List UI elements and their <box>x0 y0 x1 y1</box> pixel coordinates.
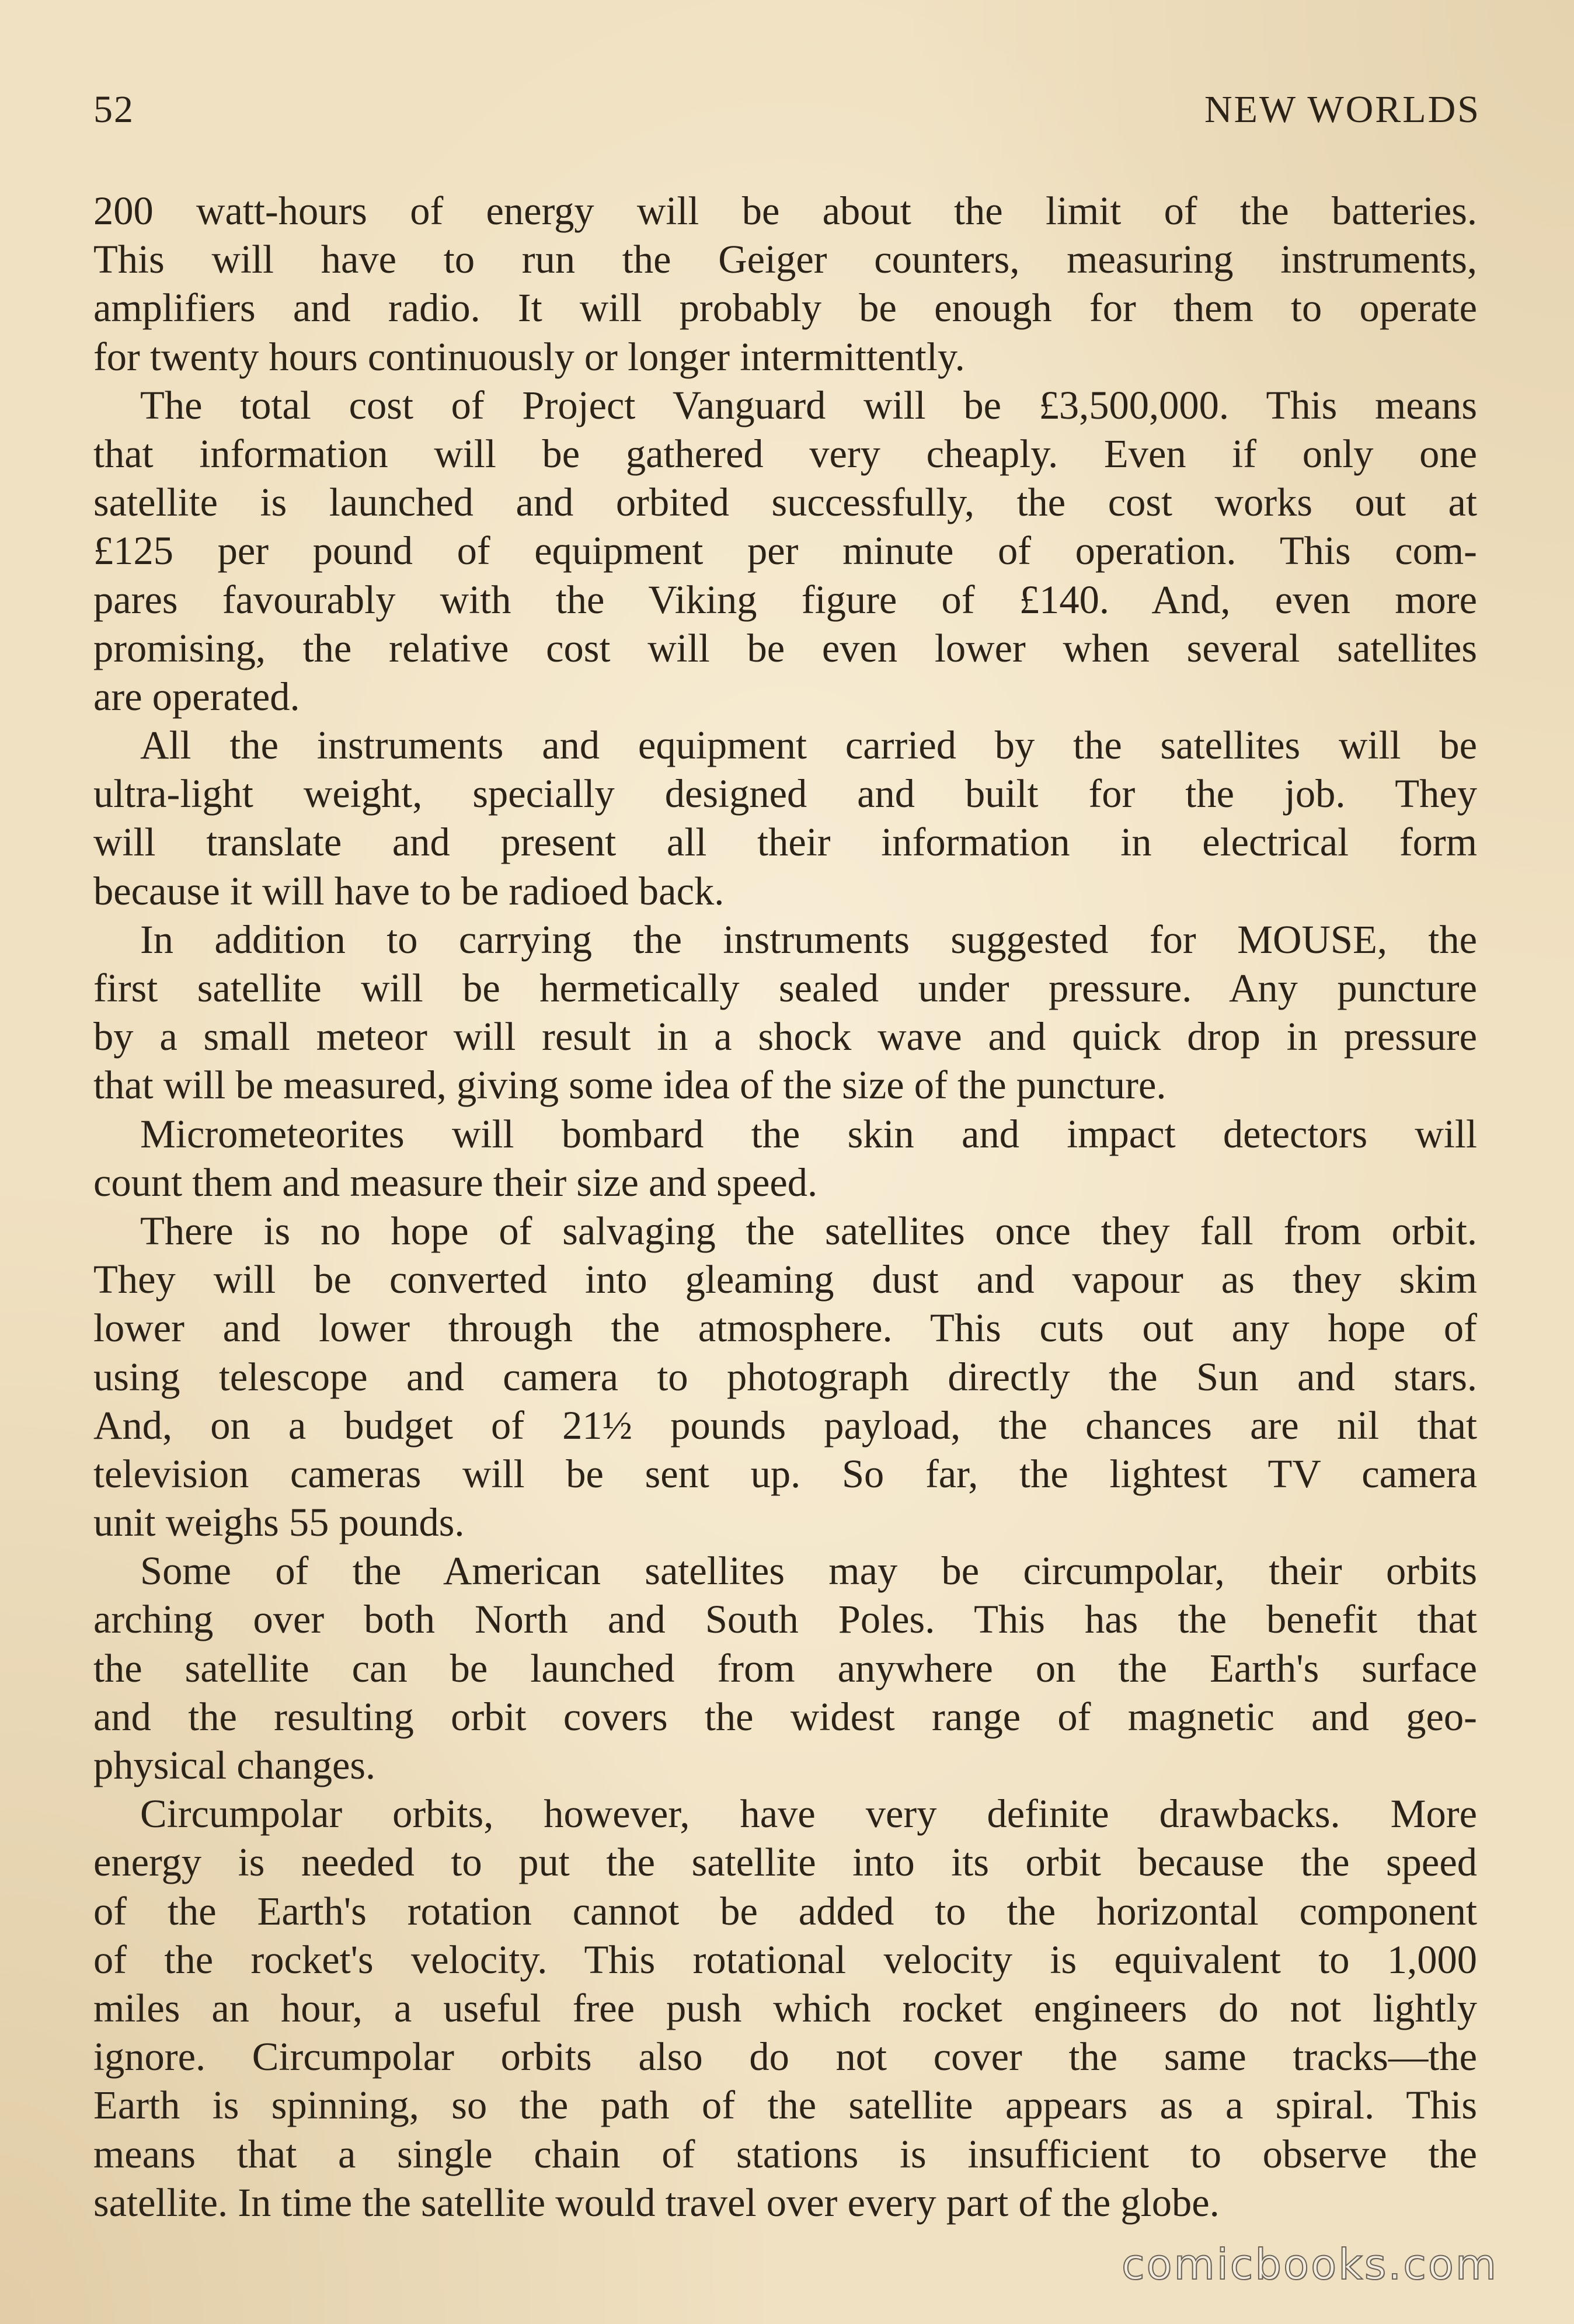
text-line: Circumpolar orbits, however, have very definite drawbacks. More <box>140 1791 1477 1836</box>
text-line: by a small meteor will result in a shock wave and quick drop in pressure <box>93 1014 1477 1059</box>
text-line: And, on a budget of 21½ pounds payload, the chances are nil that <box>93 1403 1477 1448</box>
paragraph <box>93 1207 1477 1547</box>
paragraph <box>93 381 1477 721</box>
text-line: 200 watt-hours of energy will be about the limit of the batteries. <box>93 189 1477 233</box>
running-title: NEW WORLDS <box>1204 88 1481 131</box>
text-line: Micrometeorites will bombard the skin and impact detectors will <box>140 1111 1477 1156</box>
running-head <box>93 88 1481 146</box>
page-number: 52 <box>93 88 134 131</box>
text-line: Earth is spinning, so the path of the satellite appears as a spiral. This <box>93 2083 1477 2128</box>
text-line: amplifiers and radio. It will probably be enough for them to operate <box>93 286 1477 330</box>
text-line: first satellite will be hermetically sealed under pressure. Any puncture <box>93 966 1477 1010</box>
paragraph <box>93 1110 1477 1207</box>
text-line: There is no hope of salvaging the satellites once they fall from orbit. <box>140 1208 1477 1253</box>
text-line: pares favourably with the Viking figure of £140. And, even more <box>93 577 1477 622</box>
text-line: They will be converted into gleaming dust and vapour as they skim <box>93 1257 1477 1302</box>
text-line: energy is needed to put the satellite into its orbit because the speed <box>93 1840 1477 1885</box>
paragraph <box>93 1547 1477 1790</box>
text-line: ultra-light weight, specially designed and built for the job. They <box>93 771 1477 816</box>
text-line: £125 per pound of equipment per minute of operation. This com- <box>93 528 1477 573</box>
text-line: The total cost of Project Vanguard will be £3,500,000. This means <box>140 382 1477 427</box>
text-line: means that a single chain of stations is insufficient to observe the <box>93 2131 1477 2176</box>
paragraph <box>93 916 1477 1110</box>
text-line: miles an hour, a useful free push which rocket engineers do not lightly <box>93 1985 1477 2030</box>
watermark: comicbooks.com <box>1121 2240 1498 2289</box>
text-line: are operated. <box>93 674 300 719</box>
text-line: Some of the American satellites may be circumpolar, their orbits <box>140 1549 1477 1594</box>
text-line: This will have to run the Geiger counters, measuring instruments, <box>93 237 1477 282</box>
text-line: count them and measure their size and speed. <box>93 1160 818 1205</box>
paragraph <box>93 187 1477 381</box>
text-line: lower and lower through the atmosphere. This cuts out any hope of <box>93 1306 1477 1351</box>
text-line: will translate and present all their information in electrical form <box>93 820 1477 865</box>
text-line: using telescope and camera to photograph directly the Sun and stars. <box>93 1354 1477 1399</box>
text-line: satellite. In time the satellite would travel over every part of the globe. <box>93 2180 1220 2225</box>
text-line: In addition to carrying the instruments suggested for MOUSE, the <box>140 917 1477 962</box>
paragraph <box>93 721 1477 916</box>
text-line: and the resulting orbit covers the widest range of magnetic and geo- <box>93 1694 1477 1739</box>
body-text <box>93 187 1477 2227</box>
text-line: ignore. Circumpolar orbits also do not cover the same tracks—the <box>93 2034 1477 2079</box>
text-line: satellite is launched and orbited successfully, the cost works out at <box>93 480 1477 525</box>
text-line: arching over both North and South Poles. This has the benefit that <box>93 1597 1477 1642</box>
text-line: physical changes. <box>93 1743 376 1787</box>
text-line: for twenty hours continuously or longer intermittently. <box>93 334 965 379</box>
text-line: because it will have to be radioed back. <box>93 868 725 913</box>
text-line: the satellite can be launched from anywhere on the Earth's surface <box>93 1645 1477 1690</box>
text-line: that information will be gathered very cheaply. Even if only one <box>93 431 1477 476</box>
text-line: that will be measured, giving some idea of the size of the puncture. <box>93 1063 1166 1108</box>
text-line: promising, the relative cost will be even lower when several satellites <box>93 625 1477 670</box>
paragraph <box>93 1790 1477 2227</box>
text-line: television cameras will be sent up. So far, the lightest TV camera <box>93 1451 1477 1496</box>
text-line: of the Earth's rotation cannot be added to the horizontal component <box>93 1888 1477 1933</box>
text-line: unit weighs 55 pounds. <box>93 1500 465 1545</box>
text-line: of the rocket's velocity. This rotational velocity is equivalent to 1,000 <box>93 1937 1477 1982</box>
text-line: All the instruments and equipment carried by the satellites will be <box>140 723 1477 768</box>
